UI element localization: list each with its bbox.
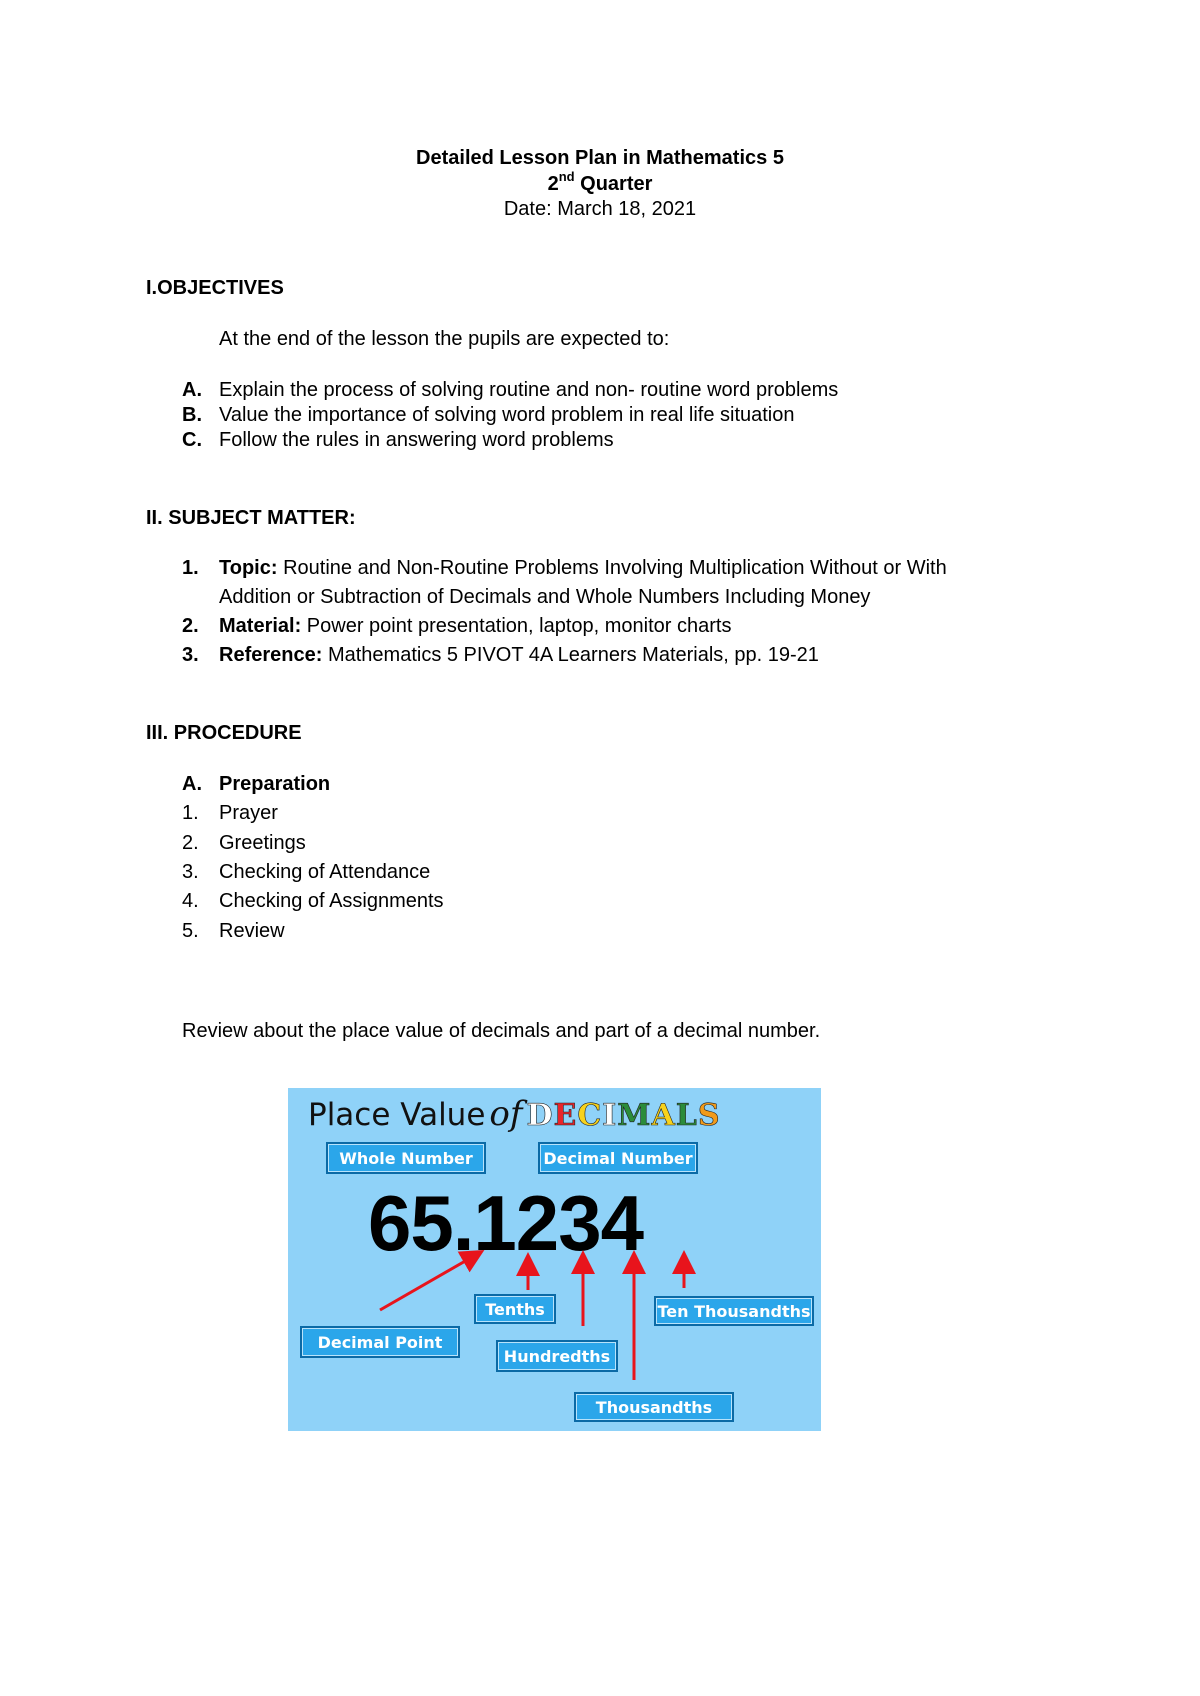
decimals-letter: C bbox=[577, 1098, 603, 1133]
objective-marker: C. bbox=[182, 429, 202, 451]
decimal-number-label: Decimal Number bbox=[538, 1142, 698, 1174]
decimals-letter: S bbox=[697, 1098, 721, 1133]
quarter-ordinal-suffix: nd bbox=[558, 169, 575, 184]
review-text: Review about the place value of decimals and part of a decimal number. bbox=[182, 1020, 821, 1042]
subject-marker: 2. bbox=[182, 615, 199, 637]
ten-thousandths-label: Ten Thousandths bbox=[654, 1296, 814, 1326]
subject-text: Routine and Non-Routine Problems Involving Multiplication Without or With bbox=[277, 557, 947, 579]
decimals-letter: E bbox=[553, 1098, 578, 1133]
decimals-letter: I bbox=[602, 1098, 618, 1133]
subject-marker: 1. bbox=[182, 557, 199, 579]
subject-label: Topic: bbox=[219, 557, 278, 579]
decimals-letter: M bbox=[617, 1098, 652, 1133]
procedure-step: Checking of Attendance bbox=[219, 861, 431, 883]
quarter-line bbox=[0, 169, 1200, 196]
subject-marker: 3. bbox=[182, 644, 199, 666]
procedure-sub-heading: Preparation bbox=[219, 773, 331, 795]
procedure-step: Prayer bbox=[219, 802, 278, 824]
hundredths-label: Hundredths bbox=[496, 1340, 618, 1372]
subject-matter-heading: II. SUBJECT MATTER: bbox=[146, 507, 356, 529]
objective-marker: B. bbox=[182, 404, 202, 426]
subject-item-material bbox=[219, 615, 731, 638]
illustration-title-left: Place Value bbox=[308, 1097, 486, 1133]
decimal-point-label: Decimal Point bbox=[300, 1326, 460, 1358]
document-title: Detailed Lesson Plan in Mathematics 5 bbox=[416, 147, 784, 169]
place-value-illustration bbox=[288, 1088, 821, 1431]
quarter-number: 2 bbox=[547, 173, 559, 195]
decimals-letter: L bbox=[675, 1098, 698, 1133]
tenths-label: Tenths bbox=[474, 1294, 556, 1324]
procedure-step: Greetings bbox=[219, 832, 306, 854]
subject-label: Material: bbox=[219, 615, 302, 637]
subject-item-topic bbox=[219, 557, 947, 580]
subject-item-topic-continued: Addition or Subtraction of Decimals and Whole Numbers Including Money bbox=[219, 586, 871, 608]
arrows-layer bbox=[288, 1088, 821, 1431]
decimals-letter: D bbox=[526, 1098, 554, 1133]
subject-text: Mathematics 5 PIVOT 4A Learners Materials, pp. 19-21 bbox=[322, 644, 819, 666]
procedure-step: Checking of Assignments bbox=[219, 890, 444, 912]
step-marker: 4. bbox=[182, 890, 199, 912]
step-marker: 3. bbox=[182, 861, 199, 883]
step-marker: 1. bbox=[182, 802, 199, 824]
subject-item-reference bbox=[219, 644, 819, 667]
decimals-letter: A bbox=[651, 1098, 676, 1133]
objective-item: Value the importance of solving word problem in real life situation bbox=[219, 404, 795, 426]
whole-number-label: Whole Number bbox=[326, 1142, 486, 1174]
lesson-date: Date: March 18, 2021 bbox=[503, 198, 697, 220]
objectives-intro: At the end of the lesson the pupils are expected to: bbox=[219, 328, 670, 350]
step-marker: 2. bbox=[182, 832, 199, 854]
objectives-heading: I.OBJECTIVES bbox=[146, 277, 284, 299]
illustration-title-of: of bbox=[489, 1094, 523, 1134]
subject-label: Reference: bbox=[219, 644, 323, 666]
quarter-word: Quarter bbox=[580, 173, 653, 195]
arrow-decimal-point bbox=[380, 1256, 474, 1310]
objective-item: Follow the rules in answering word problems bbox=[219, 429, 614, 451]
objective-marker: A. bbox=[182, 379, 202, 401]
procedure-sub-marker: A. bbox=[182, 773, 202, 795]
procedure-heading: III. PROCEDURE bbox=[146, 722, 302, 744]
objective-item: Explain the process of solving routine and non- routine word problems bbox=[219, 379, 839, 401]
subject-text: Power point presentation, laptop, monitor charts bbox=[301, 615, 732, 637]
thousandths-label: Thousandths bbox=[574, 1392, 734, 1422]
decimal-number-display: 65.1234 bbox=[368, 1179, 643, 1267]
step-marker: 5. bbox=[182, 920, 199, 942]
procedure-step: Review bbox=[219, 920, 285, 942]
